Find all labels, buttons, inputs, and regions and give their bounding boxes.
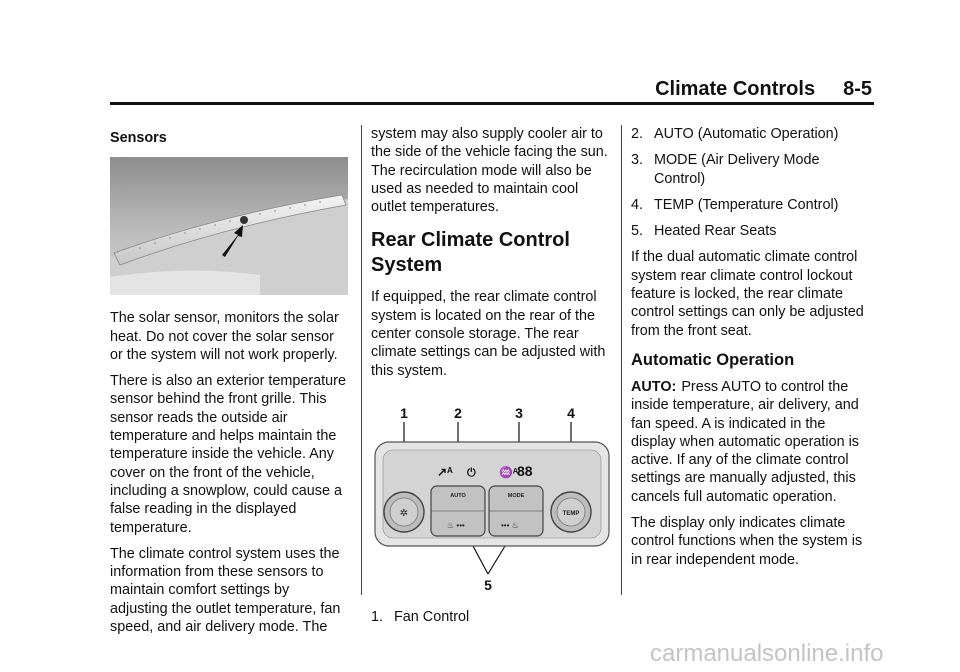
paragraph: The climate control system uses the information from these sensors to maintain comfort settings by adjusting the outlet temperature, fan speed, and air delivery mode. The <box>110 545 341 636</box>
page-header <box>0 78 872 101</box>
page-number: 8-5 <box>843 78 872 100</box>
column-divider <box>361 125 362 595</box>
temp-knob-label: TEMP <box>562 510 580 517</box>
callout-5: 5 <box>484 576 492 593</box>
numbered-list <box>631 125 874 240</box>
svg-text:♒ᴬ: ♒ᴬ <box>499 466 519 479</box>
sensors-heading: Sensors <box>110 130 167 146</box>
svg-text:✲: ✲ <box>399 507 409 519</box>
column-3 <box>631 125 874 577</box>
rear-climate-heading: Rear Climate Control System <box>371 229 570 277</box>
auto-label: AUTO: <box>631 378 677 395</box>
svg-text:↗ᴬ: ↗ᴬ <box>437 464 453 479</box>
numbered-list <box>371 608 613 626</box>
paragraph: The solar sensor, monitors the solar heat. Do not cover the solar sensor or the system will not work properly. <box>110 310 339 363</box>
paragraph: If equipped, the rear climate control system is located on the rear of the center console storage. The rear climate settings can be adjusted with this system. <box>371 289 606 379</box>
paragraph: The display only indicates climate control functions when the system is in rear independent mode. <box>631 515 863 568</box>
svg-text:88: 88 <box>517 462 533 479</box>
column-1 <box>110 125 350 644</box>
section-title: Climate Controls <box>655 78 816 100</box>
svg-text:••• ♨: ••• ♨ <box>501 520 519 530</box>
column-2 <box>371 125 613 634</box>
paragraph: There is also an exterior temperature sensor behind the front grille. This sensor reads the outside air temperature and helps maintain the temperature inside the vehicle. Any cover on the front of the vehicle, including a snowplow, could cause a false reading in the displayed temperature. <box>110 373 346 536</box>
rear-climate-panel-figure <box>371 404 613 594</box>
list-item: 2. AUTO (Automatic Operation) <box>631 126 839 142</box>
watermark: carmanualsonline.info <box>650 640 884 667</box>
paragraph: system may also supply cooler air to the side of the vehicle facing the sun. The recirculation mode will also be used as needed to maintain cool outlet temperatures. <box>371 126 608 216</box>
column-divider <box>621 125 622 595</box>
header-rule <box>110 102 874 105</box>
paragraph: If the dual automatic climate control system rear climate control lockout feature is locked, the rear climate control settings can only be adjusted from the front seat. <box>631 249 864 339</box>
callout-2: 2 <box>454 404 462 421</box>
list-item: 4. TEMP (Temperature Control) <box>631 196 839 213</box>
paragraph: AUTO: Press AUTO to control the inside temperature, air delivery, and fan speed. A is indicated in the display when automatic operation is active. If any of the climate control settings are manually adjusted, this cancels full automatic operation. <box>631 378 859 505</box>
svg-text:⏻: ⏻ <box>467 466 476 479</box>
solar-sensor-photo <box>110 157 348 295</box>
callout-3: 3 <box>515 404 523 421</box>
callout-4: 4 <box>567 404 575 421</box>
list-item: 1. Fan Control <box>371 608 470 625</box>
mode-button-label: MODE <box>507 492 525 499</box>
automatic-operation-heading: Automatic Operation <box>631 350 795 369</box>
svg-text:♨ •••: ♨ ••• <box>447 520 465 530</box>
list-item: 3. MODE (Air Delivery Mode Control) <box>631 152 820 187</box>
list-item: 5. Heated Rear Seats <box>631 223 777 240</box>
auto-button-label: AUTO <box>450 492 466 499</box>
callout-1: 1 <box>400 404 408 421</box>
